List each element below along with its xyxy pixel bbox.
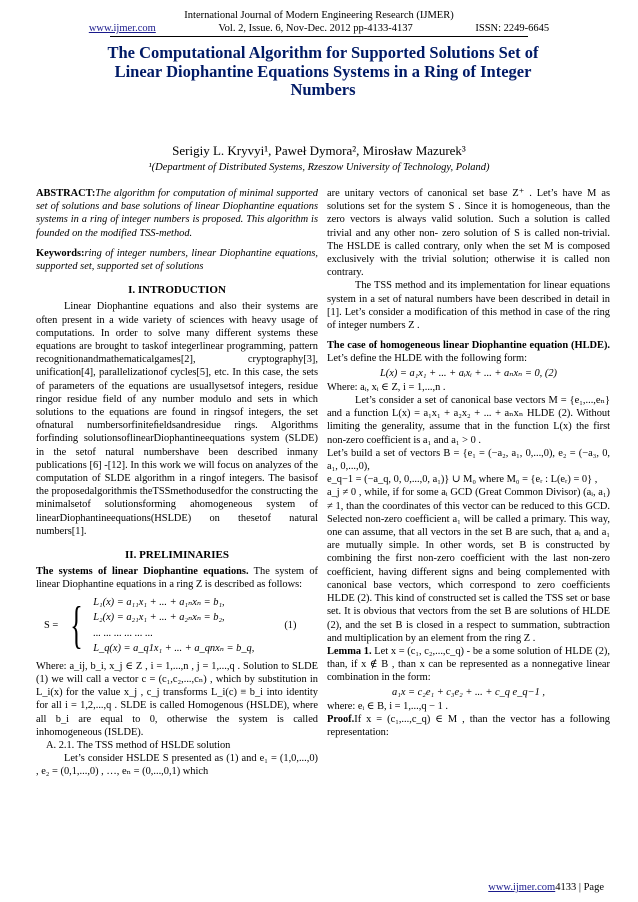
paper-affiliation: ¹(Department of Distributed Systems, Rzeszow University of Technology, Poland) bbox=[148, 162, 490, 173]
build-set-text: Let’s build a set of vectors B = {e₁ = (−a₂, a₁, 0,...,0), e₂ = (−a₃, 0, a₁, 0,...,0), bbox=[327, 447, 610, 473]
equation-2: L(x) = a₁x₁ + ... + aᵢxᵢ + ... + aₙxₙ = 0, (2) bbox=[379, 367, 557, 379]
definitions-text: Where: a_ij, b_i, x_j ∈ Z , i = 1,...,n , j = 1,...,q . Solution to SLDE (1) we will call a vector c = (c₁,c₂,...,cₙ) , which by substitution in L_i(x) for the value x_j , c_j transforms L_i(c) ≡ b_i into identity for all i = 1,2,...,q . SLDE is called Homogenous (HSLDE), where all b_i are equal to 0, otherwise the system is called inhomogeneous (ISLDE). bbox=[36, 660, 318, 738]
where-3: where: eᵢ ∈ B, i = 1,...,q − 1 . bbox=[327, 700, 448, 712]
journal-subheader bbox=[0, 22, 638, 35]
abstract: ABSTRACT:The algorithm for computation of minimal supported set of solutions and base solutions of linear Diophantine equations systems in a ring of integer numbers is proposed. This algorithm is founded on the modified TSS-method. bbox=[36, 188, 318, 239]
paper-title: The Computational Algorithm for Supported Solutions Set of Linear Diophantine Equations Systems in a Ring of Integer Numbers bbox=[107, 43, 539, 99]
footer-site-link[interactable]: www.ijmer.com bbox=[488, 882, 556, 893]
solutions-set-text: are unitary vectors of canonical set base Z⁺ . Let’s have M as solutions set for the system S . Since it is homogeneous, than the zero vectors is always valid solution. Such a solution is called trivial and any other non- zero solution of S is called non-trivial. The HSLDE is called contrary, only when the set M is composed exclusively with the trivial solution; otherwise it is called non contrary. bbox=[327, 188, 610, 279]
left-column bbox=[36, 187, 318, 779]
introduction-text: Linear Diophantine equations and also their systems are often present in a wide variety of sciences with heavy usage of computations. In order to solve many different systems these equations are brought to taskof integerlinear programming, pattern recognitionandmathematicalgames[2], cryptography[3], unification[4], parallelizationof cycles[5], etc. In this case, the sets of parameters of the equations are usuallysetsof integers, residue ringor residue field of any number modulo and sets in which solutions to the equations are found in ringsof integers, the set ofnatural numbersorfiniteﬁeldsandresidue rings. Algorithms forfinding solutionsoflinearDiophantineequations system (SLDE) in the setof natural numbershave been described inmany publications [6] -[12]. In this work we will focus on analyzes of the computation of SLDE algorithm in a ringof integers. The basisof the proposedalgorithmis theTSSmethodusedfor the constructing the minimalsetof solutionsforming ahomogeneous system of linearDiophantineequations(HSLDE) on thesetof natural numbers[1]. bbox=[36, 301, 318, 537]
paper-authors: Serigiy L. Kryvyi¹, Paweł Dymora², Mirosław Mazurek³ bbox=[172, 143, 466, 158]
preliminaries-text: The systems of linear Diophantine equations. The system of linear Diophantine equations in a ring Z is described as follows: bbox=[36, 566, 318, 591]
homogeneous-case-text: The case of homogeneous linear Diophantine equation (HLDE). Let’s define the HLDE with the following form: bbox=[327, 340, 610, 365]
proof: Proof.If x = (c₁,...,c_q) ∈ M , than the vector has a following representation: bbox=[327, 713, 610, 739]
page-footer bbox=[488, 882, 604, 893]
header-rule bbox=[110, 36, 528, 37]
gcd-text: a_j ≠ 0 , while, if for some aᵢ GCD (Great Common Divisor) (aᵢ, a₁) ≠ 1, than the coordinates of this vector can be reduced to this GCD. Selected non-zero coefficient a₁ will be called a primary. This way, one can assume, that all vectors in the set B are such, that aᵢ and a₁ are mutually simple. In other words, set B is constructed by combining the first non-zero coefficient with the last non-zero coefficient, having different signs and being complemented with canonical base vectors, which correspond to zero coefficients HLDE (2). This kind of constructed set is called the TSS set or base set. It is obvious that vectors from the set B are solutions of HLDE (2), and the set B is closed in a respect to summation, subtraction and multiplication by an element from the ring Z . bbox=[327, 487, 610, 644]
tss-text: Let’s consider HSLDE S presented as (1) and e₁ = (1,0,...,0) , e₂ = (0,1,...,0) , …, eₙ = (0,...,0,1) which bbox=[36, 753, 318, 778]
equation-3: a₁x = c₂e₁ + c₃e₂ + ... + c_q e_q−1 , bbox=[392, 686, 545, 698]
journal-volume: Vol. 2, Issue. 6, Nov-Dec. 2012 pp-4133-4137 bbox=[218, 23, 413, 34]
right-column bbox=[327, 187, 610, 739]
keywords: Keywords:ring of integer numbers, linear Diophantine equations, supported set, supported set of solutions bbox=[36, 247, 318, 273]
build-set-text-cont: e_q−1 = (−a_q, 0, 0,...,0, a₁)} ∪ M₀ where M₀ = {eᵣ : L(eᵣ) = 0} , bbox=[327, 474, 598, 486]
journal-issn: ISSN: 2249-6645 bbox=[475, 23, 550, 34]
lemma-1: Lemma 1. Let x = (c₁, c₂,...,c_q) - be a some solution of HLDE (2), than, if x ∉ B , than x can be represented as a nonnegative linear combination in the form: bbox=[327, 645, 610, 684]
where-2: Where: aᵢ, xᵢ ∈ Z, i = 1,...,n . bbox=[327, 381, 446, 393]
journal-site-link[interactable]: www.ijmer.com bbox=[88, 23, 156, 34]
journal-header: International Journal of Modern Engineering Research (IJMER) bbox=[184, 10, 454, 21]
canonical-base-text: Let’s consider a set of canonical base vectors M = {e₁,...,eₙ} and a function L(x) = a₁x₁ + a₂x₂ + ... + aₙxₙ HLDE (2). Without limiting the generality, assume that in the function L(x) the first non-zero coefficient is a₁ and a₁ > 0 . bbox=[327, 395, 610, 446]
subsection-tss-heading: A. 2.1. The TSS method of HSLDE solution bbox=[46, 739, 231, 751]
tss-method-text: The TSS method and its implementation for linear equations system in a set of natural numbers have been described in detail in [1]. Let’s consider a modification of this method in case of the ring of integer numbers Z . bbox=[327, 280, 610, 332]
section-preliminaries-heading: II. PRELIMINARIES bbox=[125, 549, 229, 562]
section-introduction-heading: I. INTRODUCTION bbox=[128, 284, 226, 297]
page-number: 4133 | Page bbox=[555, 882, 604, 893]
equation-system-1: S = { L₁(x) = a₁₁x₁ + ... + a₁ₙxₙ = b₁, L₂(x) = a₂₁x₁ + ... + a₂ₙxₙ = b₂, ... ... ... ... ... ... L_q(x) = a_q1x₁ + ... + a_qnxₙ = b_q, (1) bbox=[44, 596, 297, 655]
